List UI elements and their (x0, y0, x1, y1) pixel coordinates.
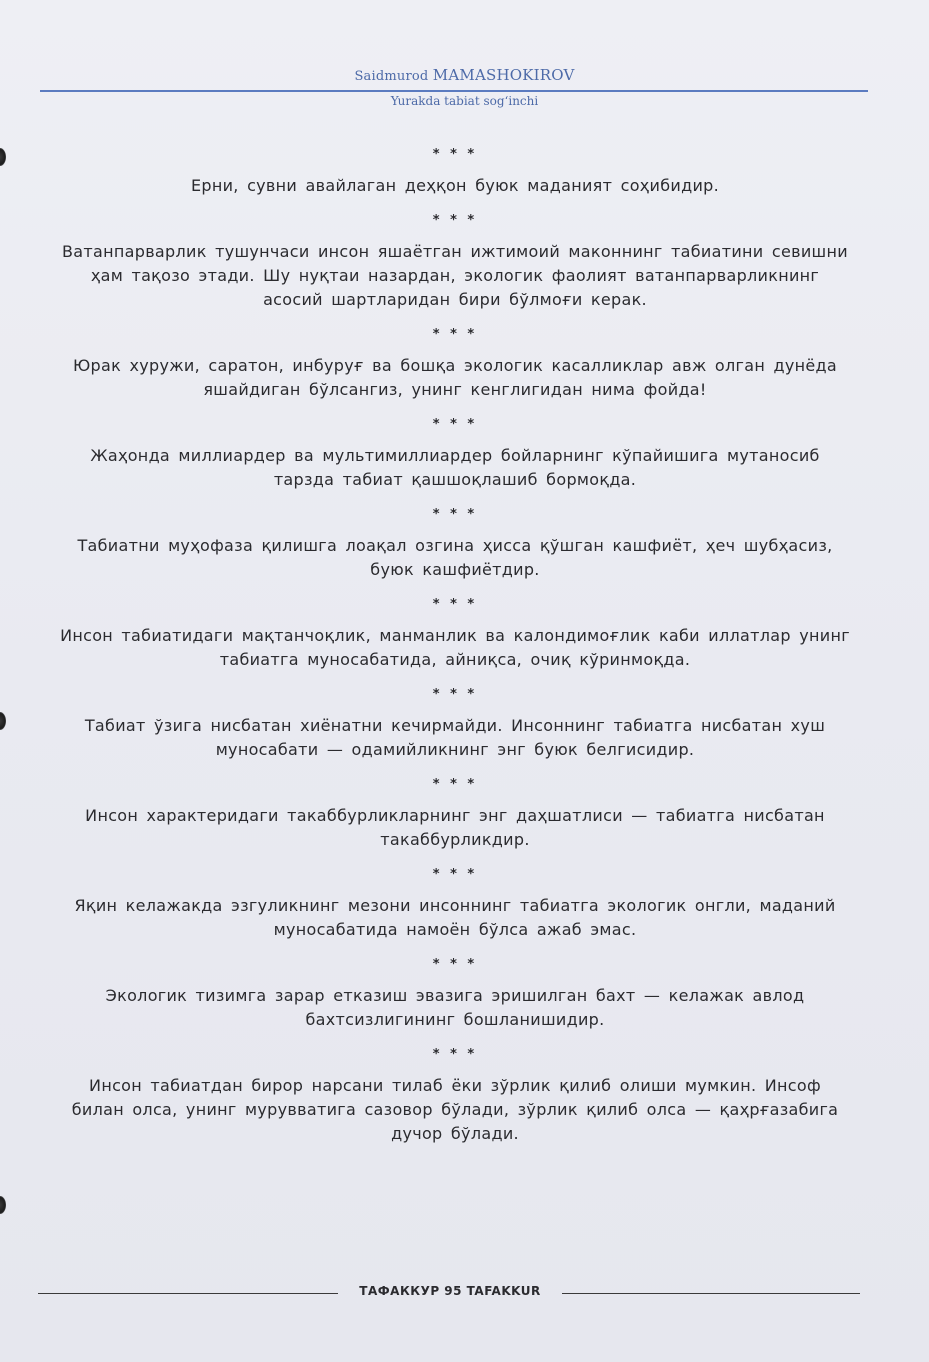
aphorism-text: Ватанпарварлик тушунчаси инсон яшаётган ижтимоий маконнинг табиатини севишни ҳам тақозо этади. Шу нуқтаи назардан, экологик фаолият ватанпарварликнинг асосий шартларидан бири бўлмоғи керак. (62, 242, 848, 309)
aphorism-text: Инсон характеридаги такаббурликларнинг энг даҳшатлиси — табиатга нисбатан такаббурликдир. (85, 806, 825, 849)
aphorism-text: Табиатни муҳофаза қилишга лоақал озгина ҳисса қўшган кашфиёт, ҳеч шубҳасиз, буюк кашфиётдир. (77, 536, 833, 579)
aphorism-entry (60, 1046, 850, 1146)
section-separator: * * * (432, 147, 478, 162)
aphorism-text: Экологик тизимга зарар етказиш эвазига эришилган бахт — келажак авлод бахтсизлигининг бошланишидир. (105, 986, 805, 1029)
book-title: Yurakda tabiat sog‘inchi (390, 94, 539, 108)
footer-rule-right (562, 1293, 860, 1294)
running-footer (0, 1282, 929, 1304)
section-separator: * * * (432, 597, 478, 612)
aphorism-text: Инсон табиатидаги мақтанчоқлик, манманлик ва калондимоғлик каби иллатлар унинг табиатга муносабатида, айниқса, очиқ кўринмоқда. (60, 626, 850, 669)
section-separator: * * * (432, 957, 478, 972)
footer-page-label: ТАФАККУР 95 TAFAKKUR (359, 1284, 541, 1298)
aphorism-entry (60, 866, 850, 942)
aphorism-text: Инсон табиатдан бирор нарсани тилаб ёки зўрлик қилиб олиши мумкин. Инсоф билан олса, унинг мурувватига сазовор бўлади, зўрлик қилиб олса — қаҳрғазабига дучор бўлади. (71, 1076, 839, 1143)
section-separator: * * * (432, 507, 478, 522)
aphorism-text: Табиат ўзига нисбатан хиёнатни кечирмайди. Инсоннинг табиатга нисбатан хуш муносабати — одамийликнинг энг буюк белгисидир. (84, 716, 826, 759)
aphorism-text: Ерни, сувни авайлаган деҳқон буюк маданият соҳибидир. (190, 176, 720, 195)
section-separator: * * * (432, 687, 478, 702)
aphorism-entry (60, 146, 850, 198)
aphorism-text: Юрак хуружи, саратон, инбуруғ ва бошқа экологик касалликлар авж олган дунёда яшайдиган бўлсангиз, унинг кенглигидан нима фойда! (72, 356, 838, 399)
aphorism-entry (60, 416, 850, 492)
section-separator: * * * (432, 1047, 478, 1062)
aphorism-entry (60, 326, 850, 402)
section-separator: * * * (432, 867, 478, 882)
section-separator: * * * (432, 777, 478, 792)
aphorism-entry (60, 212, 850, 312)
aphorism-entry (60, 596, 850, 672)
author-first-name: Saidmurod (354, 69, 429, 84)
section-separator: * * * (432, 327, 478, 342)
author-name (0, 66, 929, 86)
aphorism-list (60, 146, 850, 1160)
running-header (0, 66, 929, 86)
aphorism-text: Яқин келажакда эзгуликнинг мезони инсоннинг табиатга экологик онгли, маданий муносабатида намоён бўлса ажаб эмас. (74, 896, 836, 939)
header-rule (40, 90, 868, 92)
footer-rule-left (38, 1293, 338, 1294)
author-last-name: MAMASHOKIROV (432, 66, 575, 84)
aphorism-entry (60, 686, 850, 762)
aphorism-entry (60, 956, 850, 1032)
section-separator: * * * (432, 213, 478, 228)
aphorism-text: Жаҳонда миллиардер ва мультимиллиардер бойларнинг кўпайишига мутаносиб тарзда табиат қашшоқлашиб бормоқда. (90, 446, 820, 489)
section-separator: * * * (432, 417, 478, 432)
aphorism-entry (60, 506, 850, 582)
aphorism-entry (60, 776, 850, 852)
